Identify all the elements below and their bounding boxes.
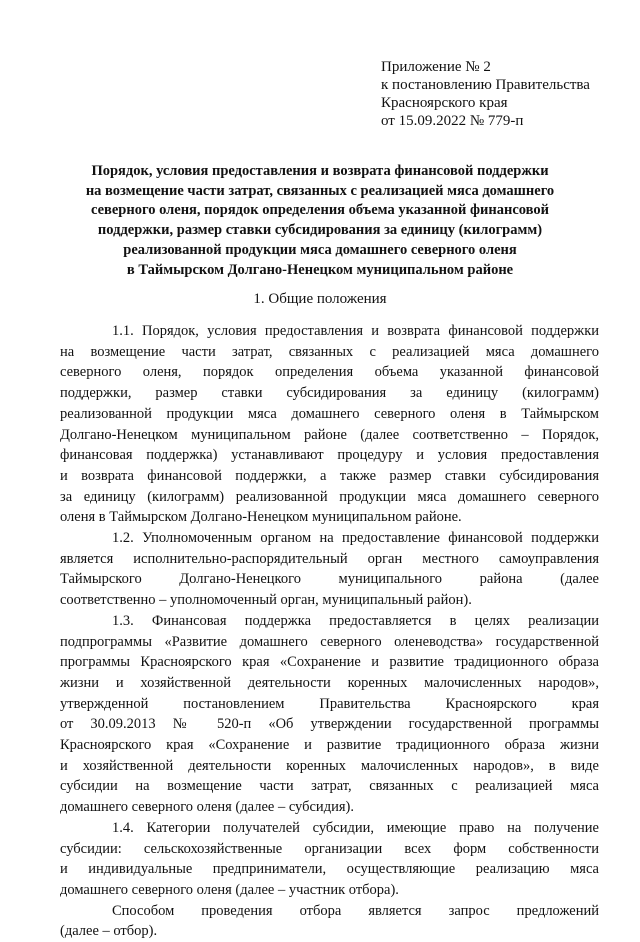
- appendix-resolution: к постановлению Правительства: [381, 77, 590, 93]
- text-line: субсидии: сельскохозяйственные организации всех форм собственности: [60, 840, 599, 857]
- section-heading: 1. Общие положения: [253, 291, 387, 307]
- text-line: 1.3. Финансовая поддержка предоставляется в целях реализации: [112, 612, 599, 629]
- title-line: Порядок, условия предоставления и возврата финансовой поддержки: [91, 163, 549, 179]
- text-line: является исполнительно-распорядительный орган местного самоуправления: [60, 550, 599, 567]
- text-line: Таймырского Долгано-Ненецкого муниципального района (далее: [60, 571, 599, 588]
- text-line: 1.1. Порядок, условия предоставления и возврата финансовой поддержки: [112, 323, 599, 339]
- text-line: (далее – отбор).: [60, 923, 158, 940]
- title-line: поддержки, размер ставки субсидирования за единицу (килограмм): [97, 222, 543, 239]
- text-line: на возмещение части затрат, связанных с реализацией мяса домашнего: [60, 343, 599, 360]
- text-line: Способом проведения отбора является запрос предложений: [112, 902, 599, 919]
- text-line: жизни и хозяйственной деятельности коренных малочисленных народов»,: [60, 674, 599, 691]
- text-line: соответственно – уполномоченный орган, муниципальный район).: [60, 592, 472, 609]
- text-line: реализованной продукции мяса домашнего северного оленя в Таймырском: [60, 405, 599, 422]
- paragraph-1-2: [60, 528, 599, 611]
- document-body: [60, 321, 599, 942]
- text-line: программы Красноярского края «Сохранение и развитие традиционного образа: [60, 654, 599, 671]
- paragraph-1-4: [60, 818, 599, 901]
- title-line: северного оленя, порядок определения объема указанной финансовой: [90, 202, 549, 219]
- text-line: и возврата финансовой поддержки, а также размер ставки субсидирования: [60, 467, 599, 484]
- text-line: 1.4. Категории получателей субсидии, имеющие право на получение: [112, 819, 599, 836]
- text-line: оленя в Таймырском Долгано-Ненецком муниципальном районе.: [60, 509, 462, 526]
- text-line: и индивидуальные предприниматели, осуществляющие реализацию мяса: [60, 861, 599, 878]
- text-line: домашнего северного оленя (далее – участник отбора).: [60, 881, 399, 898]
- text-line: финансовая поддержка) устанавливают процедуру и условия предоставления: [60, 447, 599, 464]
- document-title: [60, 162, 580, 280]
- text-line: подпрограммы «Развитие домашнего северного оленеводства» государственной: [60, 633, 599, 650]
- title-line: реализованной продукции мяса домашнего северного оленя: [123, 241, 517, 258]
- title-line: на возмещение части затрат, связанных с реализацией мяса домашнего: [85, 182, 555, 199]
- text-line: Долгано-Ненецком муниципальном районе (далее соответственно – Порядок,: [60, 426, 599, 443]
- text-line: за единицу (килограмм) реализованной продукции мяса домашнего северного: [60, 488, 599, 505]
- text-line: северного оленя, порядок определения объема указанной финансовой: [60, 364, 599, 381]
- text-line: Красноярского края «Сохранение и развитие традиционного образа жизни: [60, 737, 599, 754]
- paragraph-1-3: [60, 611, 599, 818]
- text-line: 1.2. Уполномоченным органом на предоставление финансовой поддержки: [112, 530, 599, 547]
- text-line: субсидии на возмещение части затрат, связанных с реализацией мяса: [60, 778, 599, 795]
- paragraph-1-1: [60, 321, 599, 528]
- text-line: и хозяйственной деятельности коренных малочисленных народов», в виде: [60, 757, 599, 774]
- text-line: домашнего северного оленя (далее – субсидия).: [60, 799, 354, 816]
- appendix-region: Красноярского края: [381, 95, 508, 111]
- paragraph-selection-method: [60, 901, 599, 942]
- appendix-number: Приложение № 2: [381, 59, 491, 75]
- text-line: от 30.09.2013 № 520-п «Об утверждении государственной программы: [60, 716, 599, 733]
- title-line: в Таймырском Долгано-Ненецком муниципальном районе: [126, 261, 514, 278]
- text-line: утвержденной постановлением Правительства Красноярского края: [60, 695, 599, 712]
- appendix-date: от 15.09.2022 № 779-п: [381, 113, 524, 129]
- appendix-header: [381, 58, 590, 130]
- text-line: поддержки, размер ставки субсидирования за единицу (килограмм): [60, 385, 599, 402]
